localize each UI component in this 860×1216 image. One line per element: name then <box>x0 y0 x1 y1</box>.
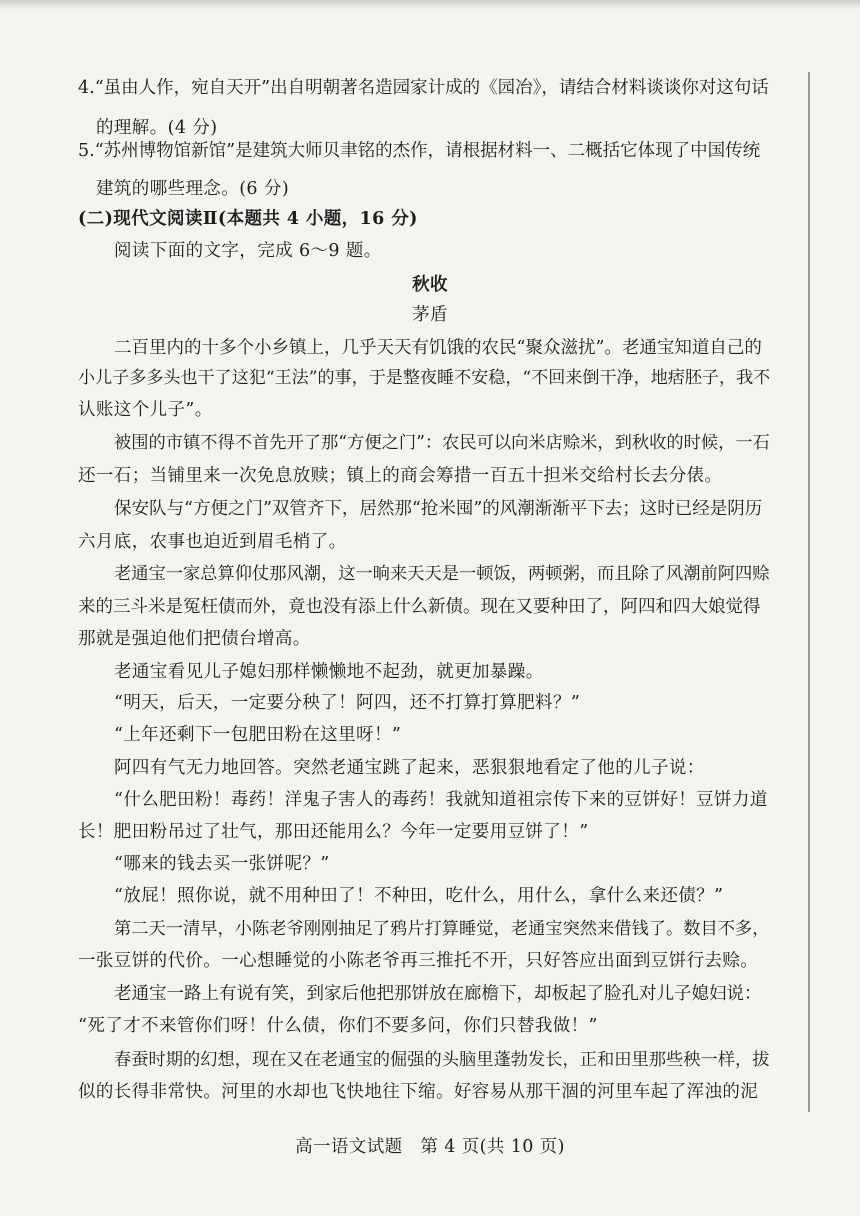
story-line: 小儿子多多头也干了这犯“王法”的事，于是整夜睡不安稳，“不回来倒干净，地痞胚子，我不 <box>78 368 771 388</box>
story-line: “明天，后天，一定要分秧了！阿四，还不打算打算肥料？” <box>114 693 581 713</box>
story-line: 春蚕时期的幻想，现在又在老通宝的倔强的头脑里蓬勃发长，正和田里那些秧一样，拔 <box>114 1050 770 1070</box>
story-line: 老通宝一家总算仰仗那风潮，这一晌来天天是一顿饭，两顿粥，而且除了风潮前阿四赊 <box>114 564 770 584</box>
story-line: 老通宝看见儿子媳妇那样懒懒地不起劲，就更加暴躁。 <box>114 662 544 682</box>
page-footer: 高一语文试题 第 4 页(共 10 页) <box>295 1137 565 1157</box>
story-line: “死了才不来管你们呀！什么债，你们不要多问，你们只替我做！” <box>78 1016 598 1036</box>
story-line: 一张豆饼的代价。一心想睡觉的小陈老爷再三推托不开，只好答应出面到豆饼行去赊。 <box>78 951 759 971</box>
story-line: 六月底，农事也迫近到眉毛梢了。 <box>78 532 347 552</box>
story-title: 秋收 <box>412 275 448 295</box>
story-author: 茅盾 <box>412 305 448 325</box>
section-instruction: 阅读下面的文字，完成 6～9 题。 <box>114 241 382 261</box>
question-5-line-2: 建筑的哪些理念。(6 分) <box>96 179 290 199</box>
story-line: 长！肥田粉吊过了壮气，那田还能用么？今年一定要用豆饼了！” <box>78 822 589 842</box>
question-4-line-1: 4.“虽由人作，宛自天开”出自明朝著名造园家计成的《园冶》，请结合材料谈谈你对这句话 <box>78 78 769 98</box>
story-line: 二百里内的十多个小乡镇上，几乎天天有饥饿的农民“聚众滋扰”。老通宝知道自己的 <box>114 338 762 358</box>
story-line: 来的三斗米是冤枉债而外，竟也没有添上什么新债。现在又要种田了，阿四和四大娘觉得 <box>78 597 761 617</box>
story-line: 被围的市镇不得不首先开了那“方便之门”：农民可以向米店赊米，到秋收的时候，一石 <box>114 433 770 453</box>
story-line: “放屁！照你说，就不用种田了！不种田，吃什么，用什么，拿什么来还债？” <box>114 886 724 906</box>
question-5-line-1: 5.“苏州博物馆新馆”是建筑大师贝聿铭的杰作，请根据材料一、二概括它体现了中国传统 <box>78 141 761 161</box>
story-line: 似的长得非常快。河里的水却也飞快地往下缩。好容易从那干涸的河里车起了浑浊的泥 <box>78 1082 759 1102</box>
story-line: 还一石；当铺里来一次免息放赎；镇上的商会筹措一百五十担米交给村长去分俵。 <box>78 466 723 486</box>
story-line: 认账这个儿子”。 <box>78 400 213 420</box>
story-line: “上年还剩下一包肥田粉在这里呀！” <box>114 725 402 745</box>
story-line: 保安队与“方便之门”双管齐下，居然那“抢米囤”的风潮渐渐平下去；这时已经是阴历 <box>114 499 763 519</box>
story-line: “哪来的钱去买一张饼呢？” <box>114 854 330 874</box>
story-line: “什么肥田粉！毒药！洋鬼子害人的毒药！我就知道祖宗传下来的豆饼好！豆饼力道 <box>114 790 768 810</box>
question-4-line-2: 的理解。(4 分) <box>96 118 218 138</box>
story-line: 那就是强迫他们把债台增高。 <box>78 629 311 649</box>
story-line: 阿四有气无力地回答。突然老通宝跳了起来，恶狠狠地看定了他的儿子说： <box>114 758 705 778</box>
section-heading: (二)现代文阅读Ⅱ(本题共 4 小题，16 分) <box>78 209 418 229</box>
story-line: 第二天一清早，小陈老爷刚刚抽足了鸦片打算睡觉，老通宝突然来借钱了。数目不多， <box>114 919 770 939</box>
story-line: 老通宝一路上有说有笑，到家后他把那饼放在廊檐下，却板起了脸孔对儿子媳妇说： <box>114 984 762 1004</box>
